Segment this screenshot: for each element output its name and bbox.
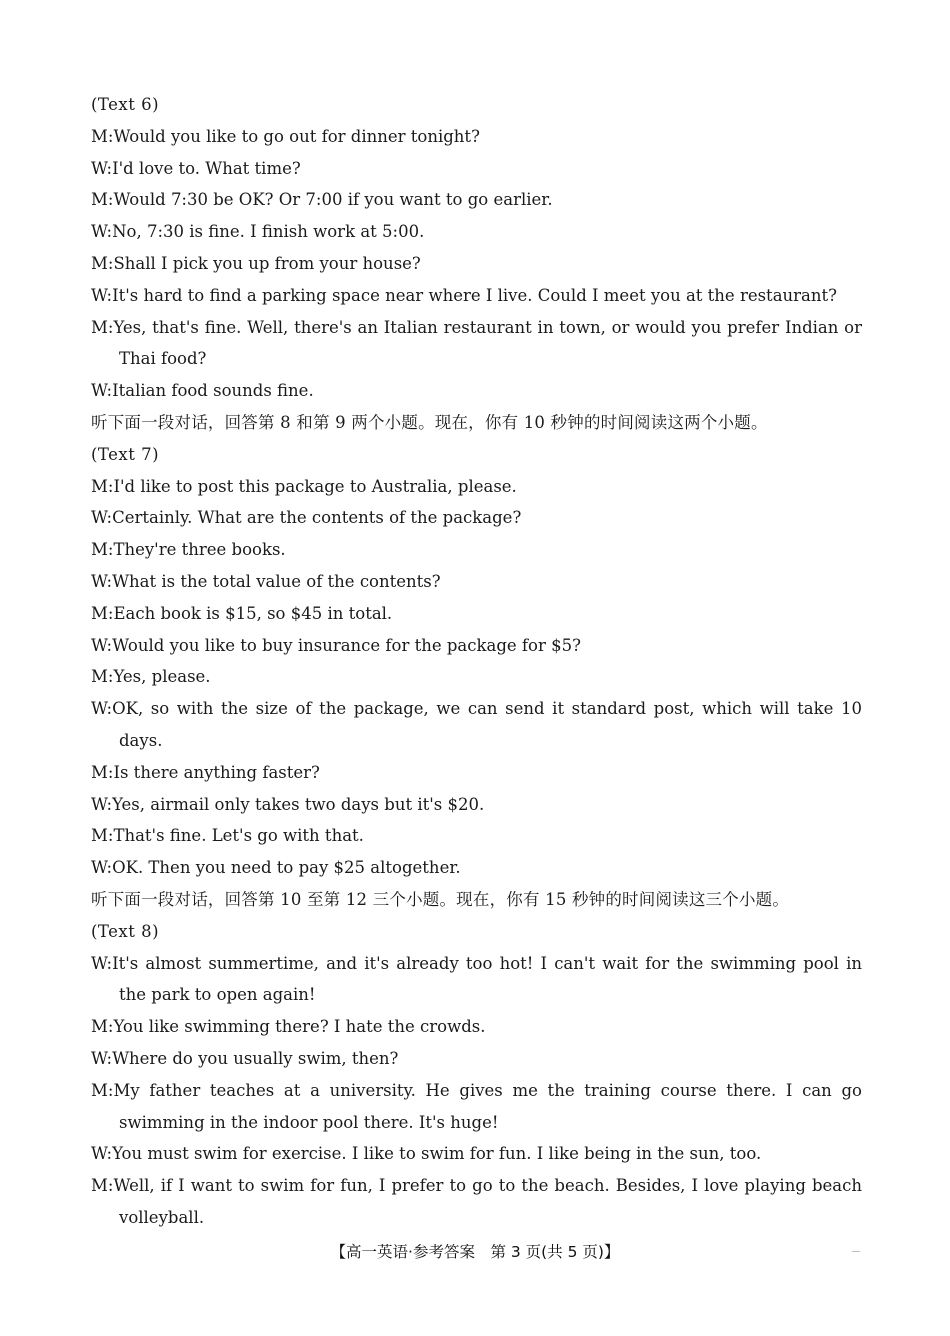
dialogue-turn: W:OK, so with the size of the package, we can send it standard post, which will take 10 days. xyxy=(91,699,862,750)
dialogue-turn: W:Italian food sounds fine. xyxy=(91,381,314,401)
dialogue-turn: W:Yes, airmail only takes two days but it's $20. xyxy=(91,794,485,814)
dialogue-turn: M:Would 7:30 be OK? Or 7:00 if you want to go earlier. xyxy=(91,190,553,210)
transcript-body xyxy=(91,89,862,1234)
instruction-line: 听下面一段对话，回答第 8 和第 9 两个小题。现在，你有 10 秒钟的时间阅读这两个小题。 xyxy=(91,412,768,432)
dialogue-turn: M:Shall I pick you up from your house? xyxy=(91,253,421,273)
dialogue-turn: M:Would you like to go out for dinner tonight? xyxy=(91,126,480,146)
instruction-line: 听下面一段对话，回答第 10 至第 12 三个小题。现在，你有 15 秒钟的时间阅读这三个小题。 xyxy=(91,889,790,909)
dialogue-turn: W:It's hard to find a parking space near where I live. Could I meet you at the restaurant? xyxy=(91,285,837,305)
dialogue-turn: W:Where do you usually swim, then? xyxy=(91,1048,399,1068)
dialogue-turn: M:Yes, that's fine. Well, there's an Italian restaurant in town, or would you prefer Indian or Thai food? xyxy=(91,317,862,369)
dialogue-turn: W:It's almost summertime, and it's already too hot! I can't wait for the swimming pool in the park to open again! xyxy=(91,953,862,1005)
dialogue-turn: W:You must swim for exercise. I like to swim for fun. I like being in the sun, too. xyxy=(91,1144,762,1164)
dialogue-turn: W:OK. Then you need to pay $25 altogether. xyxy=(91,858,461,878)
text-label: (Text 8) xyxy=(91,921,160,941)
dialogue-turn: M:I'd like to post this package to Australia, please. xyxy=(91,476,517,496)
dialogue-turn: W:I'd love to. What time? xyxy=(91,158,301,178)
dialogue-turn: M:Each book is $15, so $45 in total. xyxy=(91,603,393,623)
dialogue-turn: M:Well, if I want to swim for fun, I prefer to go to the beach. Besides, I love playing beach volleyball. xyxy=(91,1176,862,1227)
dialogue-turn: W:No, 7:30 is fine. I finish work at 5:00. xyxy=(91,222,425,242)
dialogue-turn: M:They're three books. xyxy=(91,540,286,560)
dialogue-turn: M:Is there anything faster? xyxy=(91,762,320,782)
dialogue-turn: M:You like swimming there? I hate the crowds. xyxy=(91,1017,486,1037)
text-label: (Text 6) xyxy=(91,95,160,114)
corner-mark xyxy=(852,1251,860,1252)
dialogue-turn: M:That's fine. Let's go with that. xyxy=(91,826,364,846)
text-label: (Text 7) xyxy=(91,444,160,464)
dialogue-turn: W:Would you like to buy insurance for the package for $5? xyxy=(91,635,581,655)
dialogue-turn: W:What is the total value of the contents? xyxy=(91,571,441,591)
page-footer: 【高一英语·参考答案 第 3 页(共 5 页)】 xyxy=(330,1243,620,1261)
dialogue-turn: W:Certainly. What are the contents of the package? xyxy=(91,508,522,528)
dialogue-turn: M:Yes, please. xyxy=(91,667,211,687)
dialogue-turn: M:My father teaches at a university. He gives me the training course there. I can go swimming in the indoor pool there. It's huge! xyxy=(91,1080,862,1132)
